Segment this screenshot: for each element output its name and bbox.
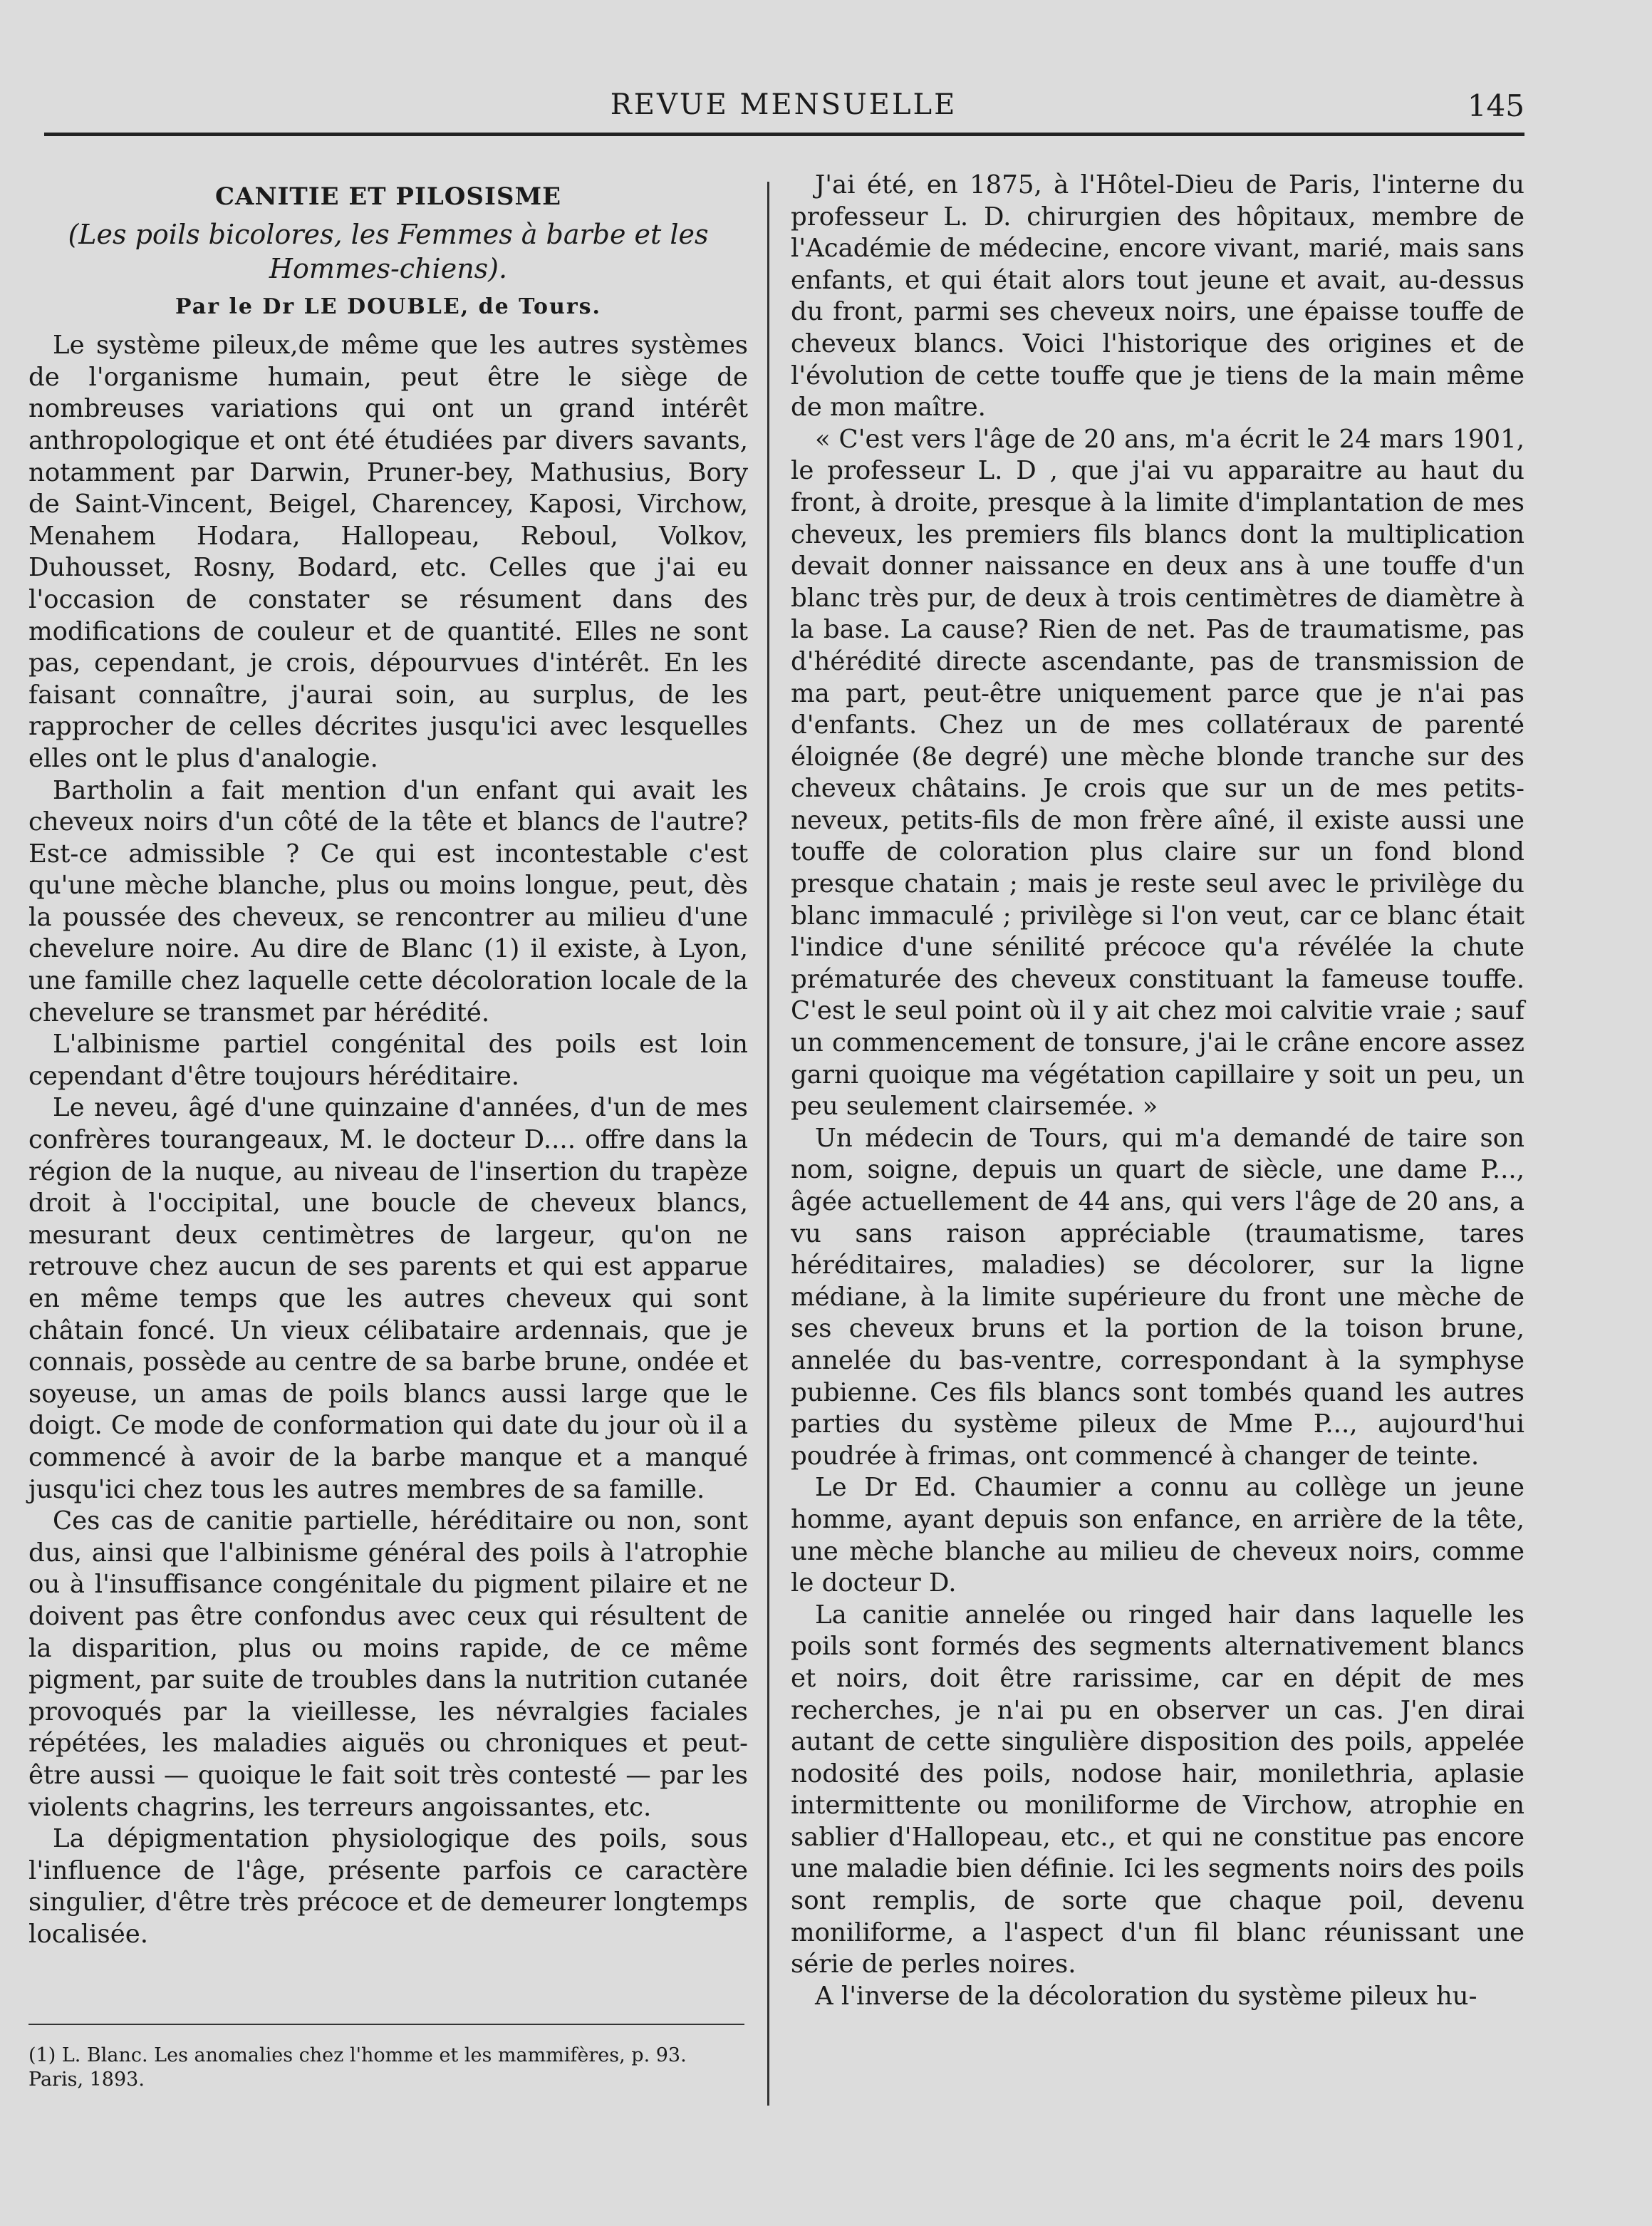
footnote-rule <box>28 2024 744 2025</box>
paragraph: Le neveu, âgé d'une quinzaine d'années, d'un de mes confrères tourangeaux, M. le docteur D.... offre dans la région de la nuque, au niveau de l'insertion du trapèze droit à l'occipital, une boucle de cheveux blancs, mesurant deux centimètres de largeur, qu'on ne retrouve chez aucun de ses parents et qui est apparue en même temps que les autres cheveux qui sont châtain foncé. Un vieux célibataire ardennais, que je connais, possède au centre de sa barbe brune, ondée et soyeuse, un amas de poils blancs aussi large que le doigt. Ce mode de conformation qui date du jour où il a commencé à avoir de la barbe manque et a manqué jusqu'ici chez tous les autres membres de sa famille. <box>28 1093 748 1504</box>
paragraph: Le Dr Ed. Chaumier a connu au collège un jeune homme, ayant depuis son enfance, en arrière de la tête, une mèche blanche au milieu de cheveux noirs, comme le docteur D. <box>791 1473 1524 1598</box>
paragraph: Le système pileux,de même que les autres systèmes de l'organisme humain, peut être le siège de nombreuses variations qui ont un grand intérêt anthropologique et ont été étudiées par divers savants, notamment par Darwin, Pruner-bey, Mathusius, Bory de Saint-Vincent, Beigel, Charencey, Kaposi, Virchow, Menahem Hodara, Hallopeau, Reboul, Volkov, Duhousset, Rosny, Bodard, etc. Celles que j'ai eu l'occasion de constater se résument dans des modifications de couleur et de quantité. Elles ne sont pas, cependant, je crois, dépourvues d'intérêt. En les faisant connaître, j'aurai soin, au surplus, de les rapprocher de celles décrites jusqu'ici avec lesquelles elles ont le plus d'analogie. <box>28 331 748 773</box>
paragraph: Un médecin de Tours, qui m'a demandé de taire son nom, soigne, depuis un quart de siècle, une dame P..., âgée actuellement de 44 ans, qui vers l'âge de 20 ans, a vu sans raison appréciable (traumatisme, tares héréditaires, maladies) se décolorer, sur la ligne médiane, à la limite supérieure du front une mèche de ses cheveux bruns et la portion de la toison brune, annelée du bas-ventre, correspondant à la symphyse pubienne. Ces fils blancs sont tombés quand les autres parties du système pileux de Mme P..., aujourd'hui poudrée à frimas, ont commencé à changer de teinte. <box>791 1123 1524 1471</box>
footnote: (1) L. Blanc. Les anomalies chez l'homme et les mammifères, p. 93. Paris, 1893. <box>28 2044 687 2091</box>
journal-title: REVUE MENSUELLE <box>610 88 957 121</box>
paragraph: Bartholin a fait mention d'un enfant qui avait les cheveux noirs d'un côté de la tête et blancs de l'autre? Est-ce admissible ? Ce qui est incontestable c'est qu'une mèche blanche, plus ou moins longue, peut, dès la poussée des cheveux, se rencontrer au milieu d'une chevelure noire. Au dire de Blanc (1) il existe, à Lyon, une famille chez laquelle cette décoloration locale de la chevelure se transmet par hérédité. <box>28 775 748 1027</box>
paragraph: La canitie annelée ou ringed hair dans laquelle les poils sont formés des segments alternativement blancs et noirs, doit être rarissime, car en dépit de mes recherches, je n'ai pu en observer un cas. J'en dirai autant de cette singulière disposition des poils, appelée nodosité des poils, nodose hair, monilethria, aplasie intermittente ou moniliforme de Virchow, atrophie en sablier d'Hallopeau, etc., et qui ne constitue pas encore une maladie bien définie. Ici les segments noirs des poils sont remplis, de sorte que chaque poil, devenu moniliforme, a l'aspect d'un fil blanc réunissant une série de perles noires. <box>791 1600 1524 1979</box>
paragraph: Ces cas de canitie partielle, héréditaire ou non, sont dus, ainsi que l'albinisme général des poils à l'atrophie ou à l'insuffisance congénitale du pigment pilaire et ne doivent pas être confondus avec ceux qui résultent de la disparition, plus ou moins rapide, de ce même pigment, par suite de troubles dans la nutrition cutanée provoqués par la vieillesse, les névralgies faciales répétées, les maladies aiguës ou chroniques et peut-être aussi — quoique le fait soit très contesté — par les violents chagrins, les terreurs angoissantes, etc. <box>28 1506 748 1822</box>
page-number: 145 <box>1467 88 1524 123</box>
paragraph: La dépigmentation physiologique des poils, sous l'influence de l'âge, présente parfois ce caractère singulier, d'être très précoce et de demeurer longtemps localisée. <box>28 1824 748 1949</box>
paragraph: A l'inverse de la décoloration du système pileux hu- <box>815 1981 1477 2011</box>
article-subtitle: (Les poils bicolores, les Femmes à barbe et les Hommes-chiens). <box>68 218 709 284</box>
right-column <box>791 170 1524 2012</box>
article-title: CANITIE ET PILOSISME <box>215 182 561 211</box>
left-column <box>28 170 748 1950</box>
running-header <box>43 86 1524 128</box>
column-divider <box>767 182 769 2106</box>
paragraph: J'ai été, en 1875, à l'Hôtel-Dieu de Paris, l'interne du professeur L. D. chirurgien des hôpitaux, membre de l'Académie de médecine, encore vivant, marié, mais sans enfants, et qui était alors tout jeune et avait, au-dessus du front, parmi ses cheveux noirs, une épaisse touffe de cheveux blancs. Voici l'historique des origines et de l'évolution de cette touffe que je tiens de la main même de mon maître. <box>791 170 1524 423</box>
article-byline: Par le Dr LE DOUBLE, de Tours. <box>175 294 601 319</box>
header-rule <box>44 133 1524 136</box>
paragraph: L'albinisme partiel congénital des poils est loin cependant d'être toujours héréditaire. <box>28 1030 748 1091</box>
paragraph: « C'est vers l'âge de 20 ans, m'a écrit le 24 mars 1901, le professeur L. D , que j'ai vu apparaitre au haut du front, à droite, presque à la limite d'implantation de mes cheveux, les premiers fils blancs dont la multiplication devait donner naissance en deux ans à une touffe d'un blanc très pur, de deux à trois centimètres de diamètre à la base. La cause? Rien de net. Pas de traumatisme, pas d'hérédité directe ascendante, pas de transmission de ma part, peut-être uniquement parce que je n'ai pas d'enfants. Chez un de mes collatéraux de parenté éloignée (8e degré) une mèche blonde tranche sur des cheveux châtains. Je crois que sur un de mes petits-neveux, petits-fils de mon frère aîné, il existe aussi une touffe de coloration plus claire sur un fond blond presque chatain ; mais je reste seul avec le privilège du blanc immaculé ; privilège si l'on veut, car ce blanc était l'indice d'une sénilité précoce qu'a révélée la chute prématurée des cheveux constituant la fameuse touffe. C'est le seul point où il y ait chez moi calvitie vraie ; sauf un commencement de tonsure, j'ai le crâne encore assez garni quoique ma végétation capillaire y soit un peu, un peu seulement clairsemée. » <box>791 424 1524 1122</box>
